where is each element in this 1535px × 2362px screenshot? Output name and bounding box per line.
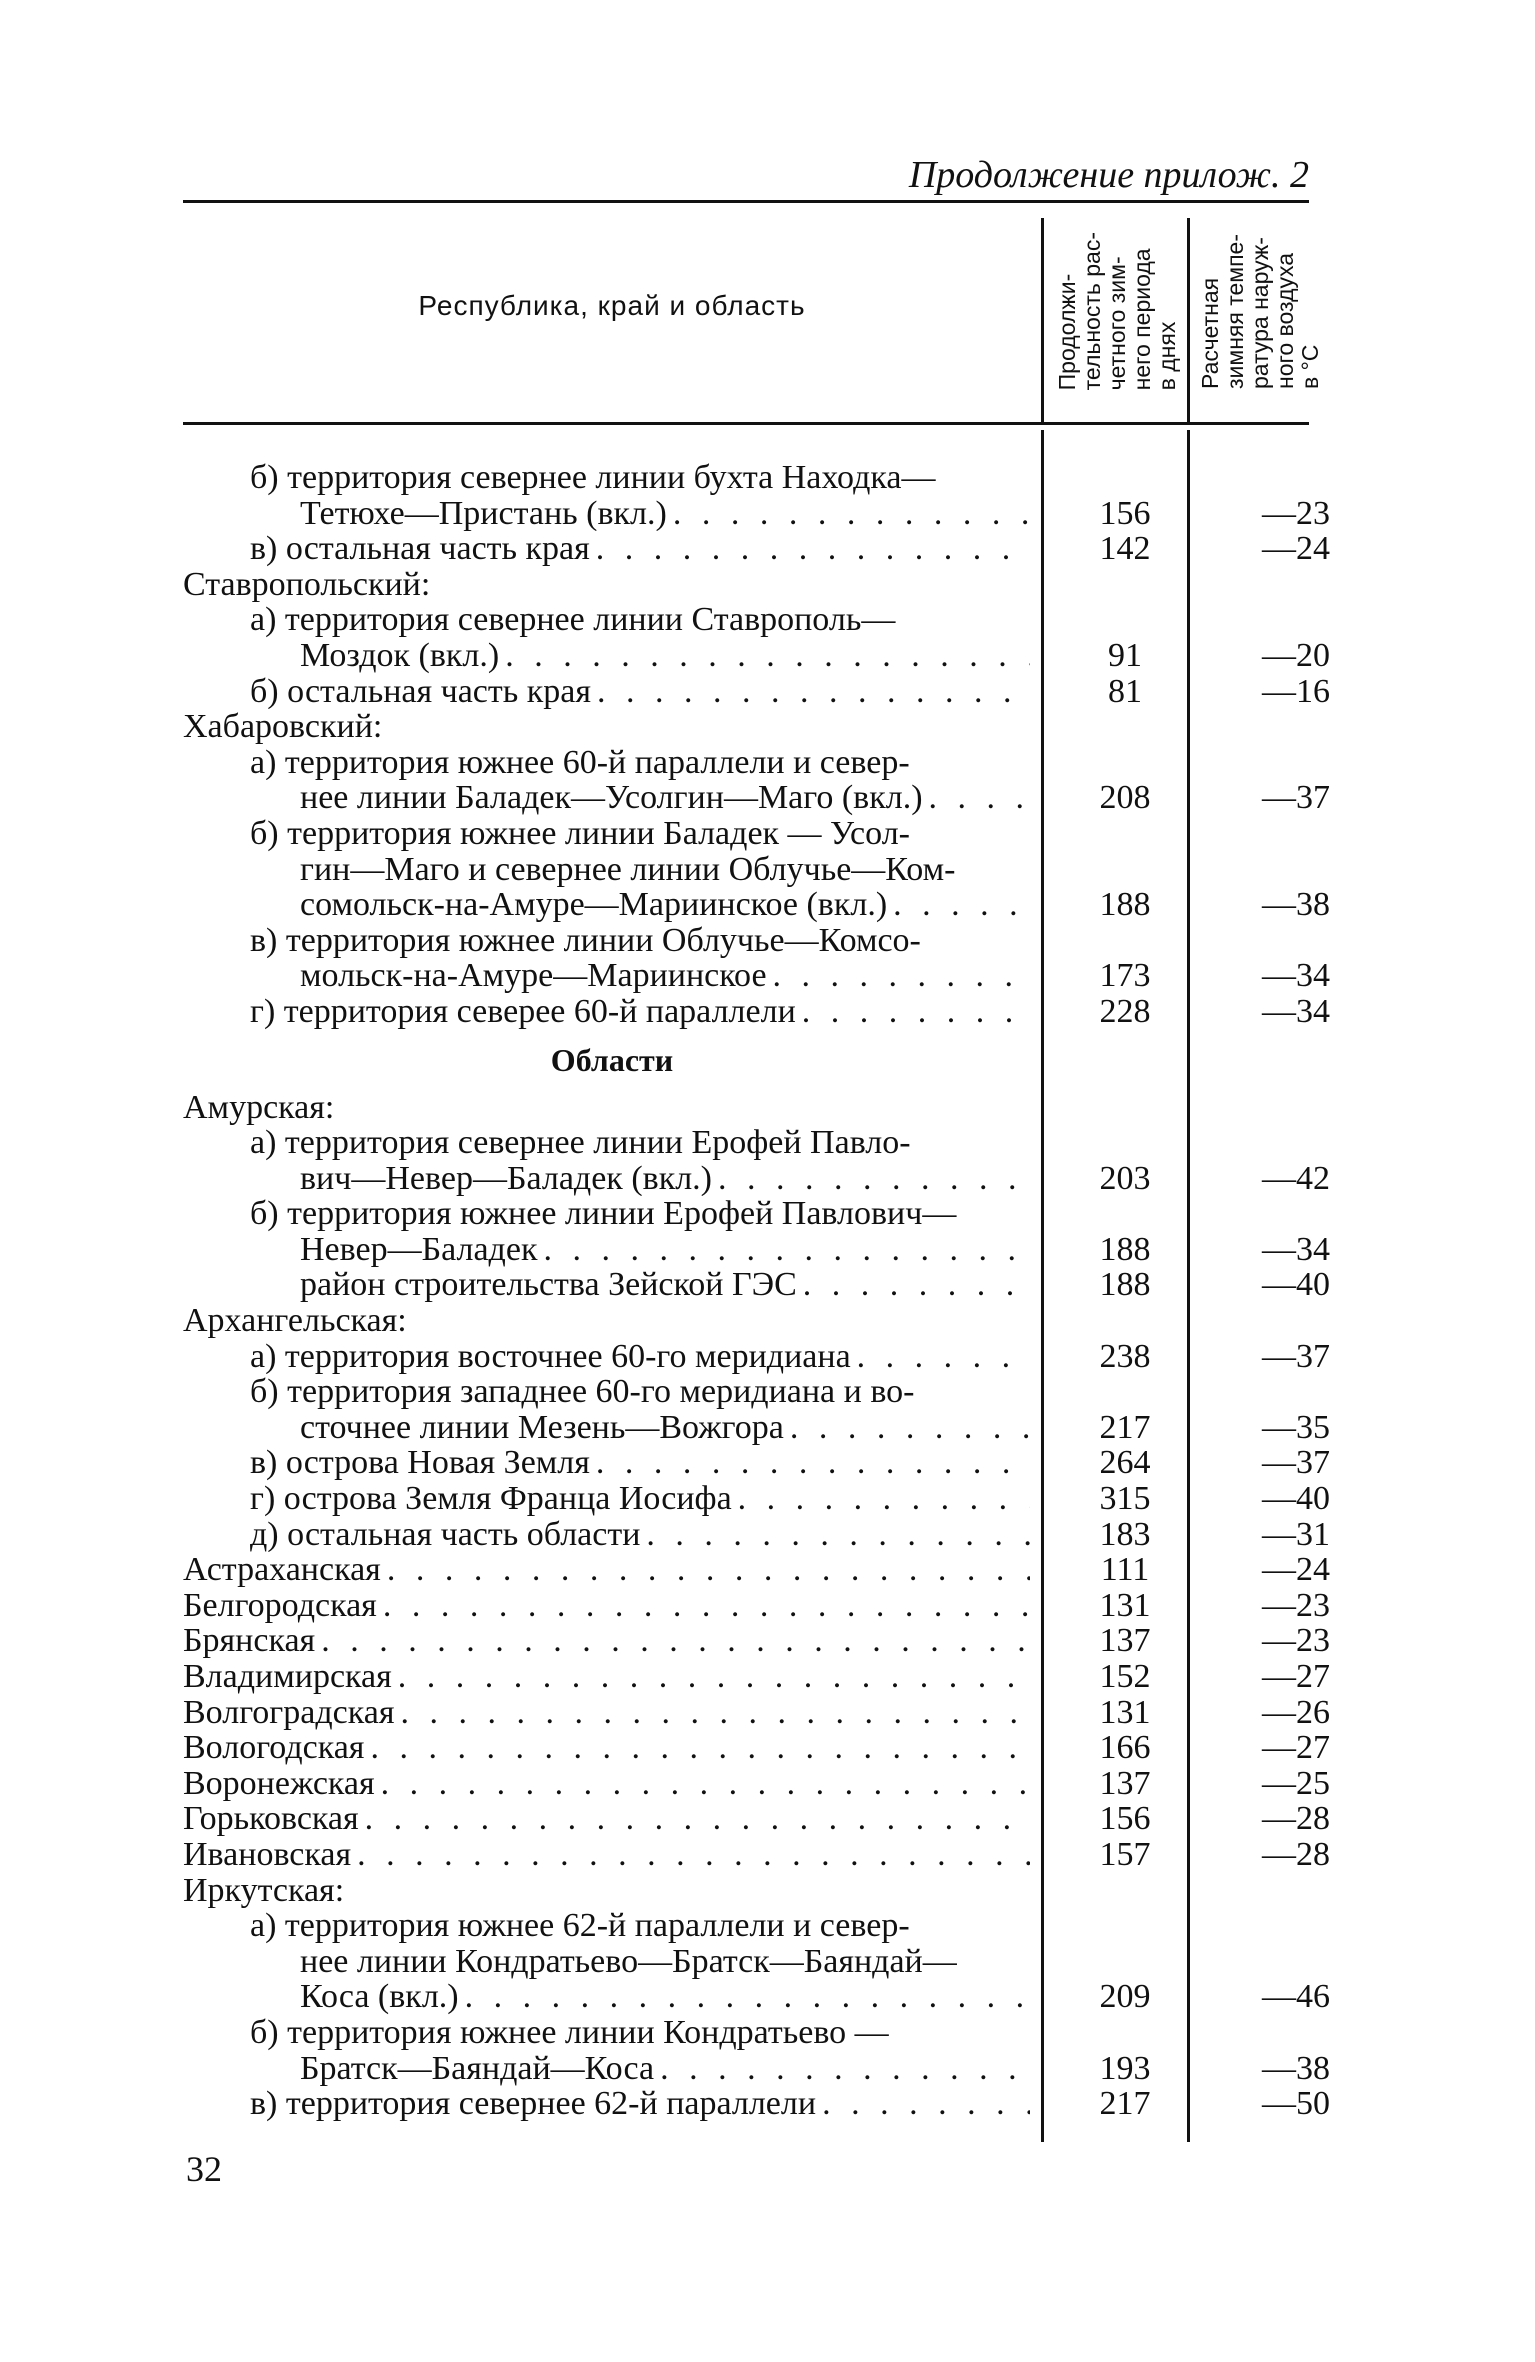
dot-leader [767, 958, 1030, 994]
table-row [0, 1873, 1535, 1909]
dot-leader [590, 1445, 1030, 1481]
header-rule [183, 422, 1309, 425]
dot-leader [351, 1837, 1030, 1873]
table-row [0, 1196, 1535, 1232]
region-name-text: Брянская [183, 1623, 316, 1659]
region-name [183, 1730, 1030, 1766]
table-row [0, 638, 1535, 674]
duration-days-cell: 209 [1099, 1978, 1151, 2016]
region-name [300, 1267, 1030, 1303]
dot-leader [381, 1552, 1030, 1588]
duration-days-cell: 81 [1108, 672, 1142, 710]
temperature-cell: —23 [1262, 1586, 1330, 1624]
region-name [183, 1303, 1030, 1339]
region-name [183, 1623, 1030, 1659]
region-name [250, 1125, 1030, 1161]
region-name-text: б) территория южнее линии Ерофей Павлович— [250, 1196, 957, 1232]
region-name-text: Невер—Баладек [300, 1231, 538, 1268]
table-row [0, 994, 1535, 1030]
region-name-text: г) острова Земля Франца Иосифа [250, 1481, 732, 1517]
dot-leader [315, 1623, 1030, 1659]
table-row [0, 1517, 1535, 1553]
region-name-text: Астраханская [183, 1552, 381, 1588]
region-name-text: Моздок (вкл.) [300, 637, 500, 674]
dot-leader [375, 1766, 1030, 1802]
temperature-cell: —35 [1262, 1408, 1330, 1446]
table-row [0, 1481, 1535, 1517]
temperature-cell: —37 [1262, 1337, 1330, 1375]
column-header-duration-text: Продолжи- тельность рас- четного зим- него периода в днях [1054, 231, 1180, 391]
region-name-text: Вологодская [183, 1730, 365, 1766]
region-name-text: Воронежская [183, 1765, 375, 1802]
region-name-text: сомольск-на-Амуре—Мариинское (вкл.) [300, 887, 888, 923]
region-name-text: Владимирская [183, 1659, 392, 1695]
dot-leader [816, 2086, 1030, 2122]
region-name-text: в) острова Новая Земля [250, 1445, 590, 1482]
duration-days-cell: 166 [1099, 1729, 1151, 1767]
region-name [183, 709, 1030, 745]
region-name-text: б) территория южнее линии Баладек — Усол- [250, 815, 910, 852]
dot-leader [377, 1588, 1030, 1624]
duration-days-cell: 156 [1099, 494, 1151, 532]
region-name-text: район строительства Зейской ГЭС [300, 1267, 797, 1304]
dot-leader [732, 1481, 1030, 1517]
dot-leader [667, 496, 1030, 532]
table-row [0, 1623, 1535, 1659]
table-row [0, 2051, 1535, 2087]
region-name [250, 1517, 1030, 1553]
table-row [0, 745, 1535, 781]
region-name-text: а) территория восточнее 60-го меридиана [250, 1338, 851, 1375]
region-name-text: г) территория северее 60-й параллели [250, 993, 796, 1030]
dot-leader [499, 638, 1030, 674]
region-name [300, 852, 1030, 888]
region-name-text: Хабаровский: [183, 709, 383, 745]
region-name [183, 1552, 1030, 1588]
table-row [0, 1801, 1535, 1837]
table-row [0, 1090, 1535, 1126]
temperature-cell: —20 [1262, 636, 1330, 674]
table-row [0, 1339, 1535, 1375]
temperature-cell: —23 [1262, 494, 1330, 532]
duration-days-cell: 217 [1099, 2085, 1151, 2123]
region-name [250, 1908, 1030, 1944]
temperature-cell: —31 [1262, 1515, 1330, 1553]
duration-days-cell: 188 [1099, 886, 1151, 924]
region-name-text: а) территория южнее 62-й параллели и север- [250, 1908, 910, 1944]
dot-leader [590, 531, 1030, 567]
table-row [0, 2015, 1535, 2051]
temperature-cell: —28 [1262, 1835, 1330, 1873]
region-name-text: сточнее линии Мезень—Вожгора [300, 1409, 784, 1446]
region-name-text: вич—Невер—Баладек (вкл.) [300, 1160, 713, 1197]
column-header-temperature [1190, 205, 1330, 417]
region-name-text: б) территория южнее линии Кондратьево — [250, 2014, 889, 2051]
duration-days-cell: 131 [1099, 1693, 1151, 1731]
region-name [300, 1944, 1030, 1980]
table-row [0, 1908, 1535, 1944]
region-name [183, 1659, 1030, 1695]
table-row [0, 958, 1535, 994]
region-name-text: б) остальная часть края [250, 673, 592, 710]
region-name-text: а) территория севернее линии Ставрополь— [250, 602, 896, 638]
temperature-cell: —27 [1262, 1729, 1330, 1767]
duration-days-cell: 188 [1099, 1230, 1151, 1268]
table-row [0, 852, 1535, 888]
region-name [300, 496, 1030, 532]
dot-leader [797, 1267, 1030, 1303]
table-row [0, 1303, 1535, 1339]
table-row [0, 1944, 1535, 1980]
region-name [250, 994, 1030, 1030]
temperature-cell: —26 [1262, 1693, 1330, 1731]
table-row [0, 496, 1535, 532]
temperature-cell: —40 [1262, 1266, 1330, 1304]
region-name [250, 745, 1030, 781]
section-title: Области [550, 1041, 674, 1078]
region-name [250, 1445, 1030, 1481]
region-name-text: нее линии Кондратьево—Братск—Баяндай— [300, 1943, 957, 1980]
region-name-text: гин—Маго и севернее линии Облучье—Ком- [300, 851, 956, 888]
table-row [0, 602, 1535, 638]
region-name-text: а) территория севернее линии Ерофей Павло- [250, 1125, 911, 1161]
duration-days-cell: 173 [1099, 957, 1151, 995]
region-name [250, 2015, 1030, 2051]
temperature-cell: —34 [1262, 957, 1330, 995]
column-divider-head-1 [1041, 218, 1044, 422]
region-name [250, 460, 1030, 496]
table-row [0, 1125, 1535, 1161]
table-row [0, 1588, 1535, 1624]
temperature-cell: —27 [1262, 1658, 1330, 1695]
table-row [0, 887, 1535, 923]
duration-days-cell: 91 [1108, 636, 1142, 674]
region-name-text: нее линии Баладек—Усолгин—Маго (вкл.) [300, 780, 923, 816]
dot-leader [459, 1979, 1030, 2015]
temperature-cell: —46 [1262, 1978, 1330, 2016]
region-name [250, 531, 1030, 567]
region-name [183, 567, 1030, 603]
table-body [0, 460, 1535, 2122]
dot-leader [359, 1801, 1030, 1837]
region-name [300, 1232, 1030, 1268]
column-header-region: Республика, край и область [418, 290, 806, 321]
region-name-text: Белгородская [183, 1587, 377, 1624]
region-name-text: Амурская: [183, 1089, 335, 1126]
region-name-text: Ставропольский: [183, 566, 431, 603]
region-name-text: а) территория южнее 60-й параллели и север- [250, 744, 910, 781]
temperature-cell: —25 [1262, 1764, 1330, 1802]
duration-days-cell: 111 [1100, 1551, 1150, 1589]
region-name [183, 1801, 1030, 1837]
region-name-text: Тетюхе—Пристань (вкл.) [300, 495, 667, 532]
table-row [0, 531, 1535, 567]
table-row [0, 2086, 1535, 2122]
region-name-text: Братск—Баяндай—Коса [300, 2050, 655, 2087]
region-name [300, 958, 1030, 994]
table-row [0, 923, 1535, 959]
temperature-cell: —24 [1262, 1551, 1330, 1589]
duration-days-cell: 152 [1099, 1658, 1151, 1695]
table-row [0, 1445, 1535, 1481]
dot-leader [784, 1410, 1030, 1446]
temperature-cell: —38 [1262, 2049, 1330, 2087]
temperature-cell: —42 [1262, 1159, 1330, 1197]
region-name [250, 1339, 1030, 1375]
region-name [183, 1766, 1030, 1802]
table-row [0, 1552, 1535, 1588]
region-name [183, 1695, 1030, 1731]
region-name [300, 1979, 1030, 2015]
duration-days-cell: 188 [1099, 1266, 1151, 1304]
dot-leader [591, 674, 1030, 710]
dot-leader [796, 994, 1030, 1030]
region-name-text: Волгоградская [183, 1694, 395, 1731]
duration-days-cell: 315 [1099, 1480, 1151, 1518]
duration-days-cell: 203 [1099, 1159, 1151, 1197]
region-name-text: д) остальная часть области [250, 1516, 641, 1553]
region-name [300, 638, 1030, 674]
dot-leader [364, 1730, 1030, 1766]
duration-days-cell: 217 [1099, 1408, 1151, 1446]
table-row [0, 1659, 1535, 1695]
dot-leader [887, 887, 1030, 923]
region-name [300, 2051, 1030, 2087]
dot-leader [640, 1517, 1030, 1553]
temperature-cell: —50 [1262, 2085, 1330, 2123]
region-name [183, 1090, 1030, 1126]
table-row [0, 674, 1535, 710]
column-header-duration [1045, 205, 1190, 417]
table-row [0, 1161, 1535, 1197]
duration-days-cell: 137 [1099, 1622, 1151, 1660]
top-rule [183, 200, 1309, 203]
table-row [0, 816, 1535, 852]
duration-days-cell: 142 [1099, 530, 1151, 568]
region-name-text: Иркутская: [183, 1872, 345, 1909]
region-name [250, 674, 1030, 710]
region-name [300, 1161, 1030, 1197]
region-name [250, 602, 1030, 638]
page-number: 32 [186, 2149, 222, 2189]
region-name-text: в) территория южнее линии Облучье—Комсо- [250, 922, 921, 959]
region-name [250, 816, 1030, 852]
region-name [300, 887, 1030, 923]
dot-leader [392, 1659, 1030, 1695]
dot-leader [654, 2051, 1030, 2087]
duration-days-cell: 137 [1099, 1764, 1151, 1802]
temperature-cell: —37 [1262, 779, 1330, 817]
table-row [0, 1695, 1535, 1731]
table-row [0, 1979, 1535, 2015]
table-row [0, 1410, 1535, 1446]
table-row [0, 780, 1535, 816]
region-name [250, 1481, 1030, 1517]
region-name-text: б) территория севернее линии бухта Находка— [250, 460, 936, 496]
region-name [250, 1196, 1030, 1232]
region-name-text: в) остальная часть края [250, 531, 590, 567]
duration-days-cell: 264 [1099, 1444, 1151, 1482]
duration-days-cell: 156 [1099, 1800, 1151, 1838]
column-header-temperature-text: Расчетная зимняя темпе- ратура наруж- ного воздуха в °С [1196, 233, 1323, 389]
table-row [0, 460, 1535, 496]
dot-leader [923, 780, 1030, 816]
region-name [250, 923, 1030, 959]
temperature-cell: —16 [1262, 672, 1330, 710]
temperature-cell: —37 [1262, 1444, 1330, 1482]
region-name-text: в) территория севернее 62-й параллели [250, 2086, 817, 2122]
region-name-text: б) территория западнее 60-го меридиана и во- [250, 1374, 915, 1410]
dot-leader [712, 1161, 1030, 1197]
dot-leader [851, 1339, 1030, 1375]
duration-days-cell: 183 [1099, 1515, 1151, 1553]
dot-leader [537, 1232, 1030, 1268]
column-divider-head-2 [1187, 218, 1190, 422]
duration-days-cell: 228 [1099, 992, 1151, 1030]
duration-days-cell: 193 [1099, 2049, 1151, 2087]
region-name-text: Горьковская [183, 1801, 359, 1837]
region-name [250, 1374, 1030, 1410]
duration-days-cell: 131 [1099, 1586, 1151, 1624]
region-name [183, 1837, 1030, 1873]
region-name [300, 780, 1030, 816]
temperature-cell: —23 [1262, 1622, 1330, 1660]
temperature-cell: —34 [1262, 992, 1330, 1030]
region-name [183, 1588, 1030, 1624]
region-name-text: Коса (вкл.) [300, 1979, 459, 2015]
page-header: Продолжение прилож. 2 [908, 154, 1309, 196]
table-row [0, 567, 1535, 603]
table-row [0, 1232, 1535, 1268]
table-row [0, 1374, 1535, 1410]
temperature-cell: —38 [1262, 886, 1330, 924]
table-row [0, 1730, 1535, 1766]
temperature-cell: —24 [1262, 530, 1330, 568]
duration-days-cell: 238 [1099, 1337, 1151, 1375]
dot-leader [394, 1695, 1030, 1731]
section-heading-row [0, 1030, 1535, 1090]
region-name-text: мольск-на-Амуре—Мариинское [300, 958, 767, 994]
temperature-cell: —34 [1262, 1230, 1330, 1268]
region-name [250, 2086, 1030, 2122]
region-name [183, 1873, 1030, 1909]
temperature-cell: —40 [1262, 1480, 1330, 1518]
table-row [0, 709, 1535, 745]
table-row [0, 1837, 1535, 1873]
duration-days-cell: 157 [1099, 1835, 1151, 1873]
table-row [0, 1267, 1535, 1303]
temperature-cell: —28 [1262, 1800, 1330, 1838]
region-name-text: Архангельская: [183, 1303, 407, 1339]
duration-days-cell: 208 [1099, 779, 1151, 817]
table-row [0, 1766, 1535, 1802]
region-name [300, 1410, 1030, 1446]
region-name-text: Ивановская [183, 1836, 352, 1873]
